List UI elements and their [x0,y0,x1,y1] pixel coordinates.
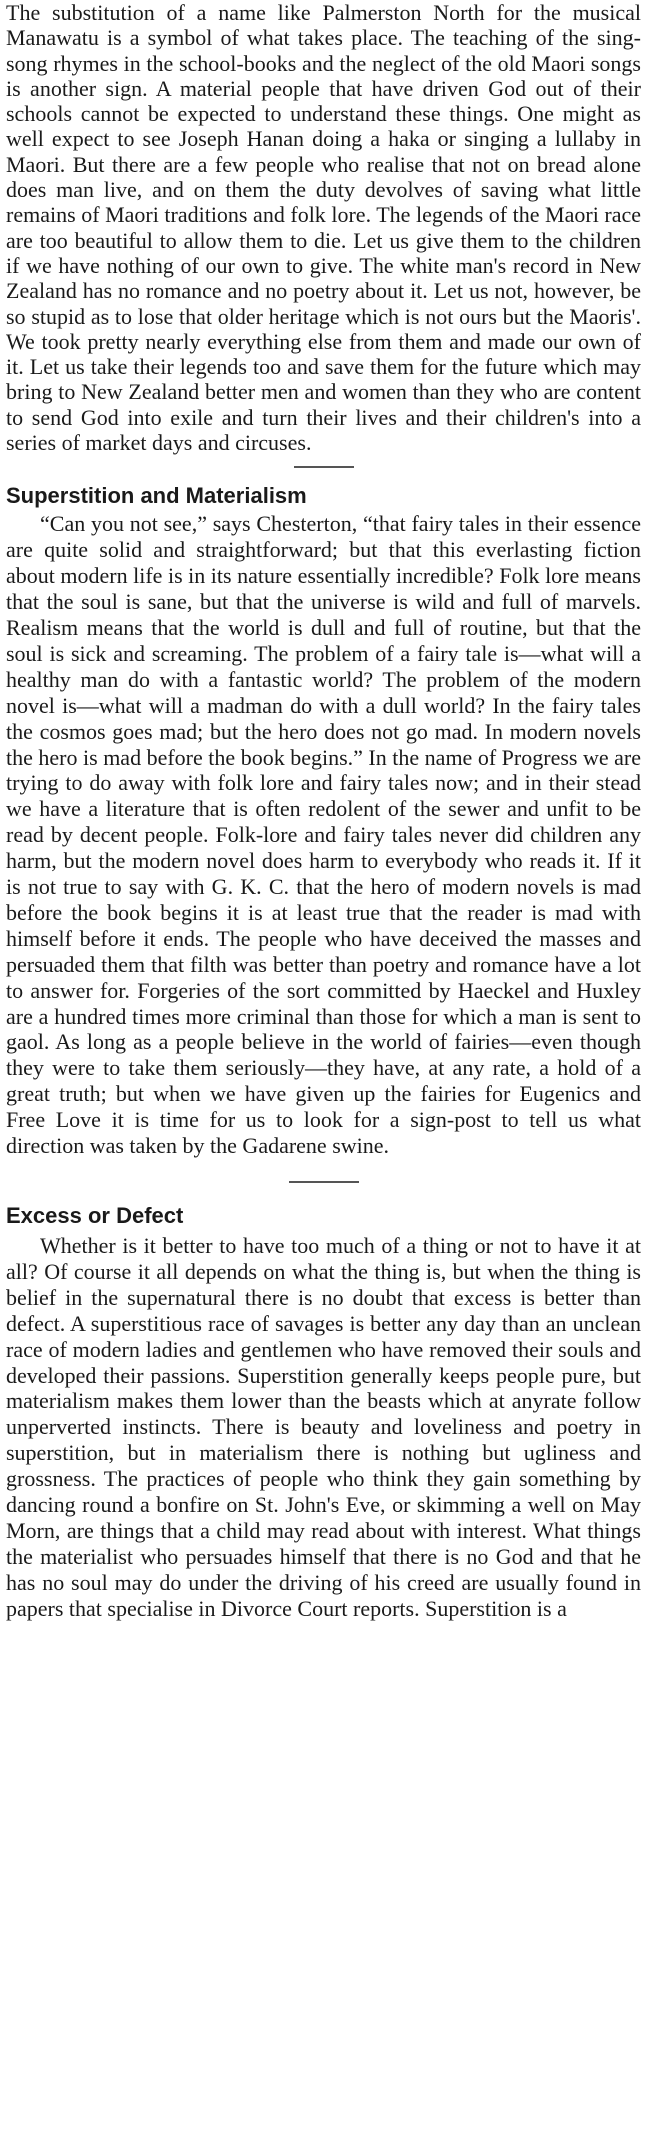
article-paragraph: Whether is it better to have too much of a thing or not to have it at all? Of course it all depends on what the thing is, but when the thing is belief in the supernatural there is no doubt that excess is better than defect. A superstitious race of savages is better any day than an unclean race of modern ladies and gentlemen who have removed their souls and developed their passions. Superstition generally keeps people pure, but materialism makes them lower than the beasts which at anyrate follow unperverted instincts. There is beauty and loveliness and poetry in superstition, but in materialism there is nothing but ugliness and grossness. The practices of people who think they gain something by dancing round a bonfire on St. John's Eve, or skimming a well on May Morn, are things that a child may read about with interest. What things the materialist who persuades himself that there is no God and that he has no soul may do under the driving of his creed are usually found in papers that specialise in Divorce Court reports. Superstition is a [6,1233,641,1621]
article-paragraph: “Can you not see,” says Chesterton, “that fairy tales in their essence are quite solid and straightforward; but that this everlasting fiction about modern life is in its nature essentially incredible? Folk lore means that the soul is sane, but that the universe is wild and full of marvels. Realism means that the world is dull and full of routine, but that the soul is sick and screaming. The problem of a fairy tale is—what will a healthy man do with a fantastic world? The problem of the modern novel is—what will a madman do with a dull world? In the fairy tales the cosmos goes mad; but the hero does not go mad. In modern novels the hero is mad before the book begins.” In the name of Progress we are trying to do away with folk lore and fairy tales now; and in their stead we have a literature that is often redolent of the sewer and unfit to be read by decent people. Folk-lore and fairy tales never did children any harm, but the modern novel does harm to everybody who reads it. If it is not true to say with G. K. C. that the hero of modern novels is mad before the book begins it is at least true that the reader is mad with himself before it ends. The people who have deceived the masses and persuaded them that filth was better than poetry and romance have a lot to answer for. Forgeries of the sort committed by Haeckel and Huxley are a hundred times more criminal than those for which a man is sent to gaol. As long as a people believe in the world of fairies—even though they were to take them seriously—they have, at any rate, a hold of a great truth; but when we have given up the fairies for Eugenics and Free Love it is time for us to look for a sign-post to tell us what direction was taken by the Gadarene swine. [6,511,641,1159]
section-heading: Excess or Defect [6,1203,184,1228]
article-paragraph: The substitution of a name like Palmerston North for the musical Manawatu is a symbol of what takes place. The teaching of the sing-song rhymes in the school-books and the neglect of the old Maori songs is another sign. A material people that have driven God out of their schools cannot be expected to understand these things. One might as well expect to see Joseph Hanan doing a haka or singing a lullaby in Maori. But there are a few people who realise that not on bread alone does man live, and on them the duty devolves of saving what little remains of Maori traditions and folk lore. The legends of the Maori race are too beautiful to allow them to die. Let us give them to the children if we have nothing of our own to give. The white man's record in New Zealand has no romance and no poetry about it. Let us not, however, be so stupid as to lose that older heritage which is not ours but the Maoris'. We took pretty nearly everything else from them and made our own of it. Let us take their legends too and save them for the future which may bring to New Zealand better men and women than they who are content to send God into exile and turn their lives and their children's into a series of market days and circuses. [6,0,641,456]
section-heading: Superstition and Materialism [6,483,307,509]
section-divider [6,1165,641,1199]
section-divider [6,455,641,479]
